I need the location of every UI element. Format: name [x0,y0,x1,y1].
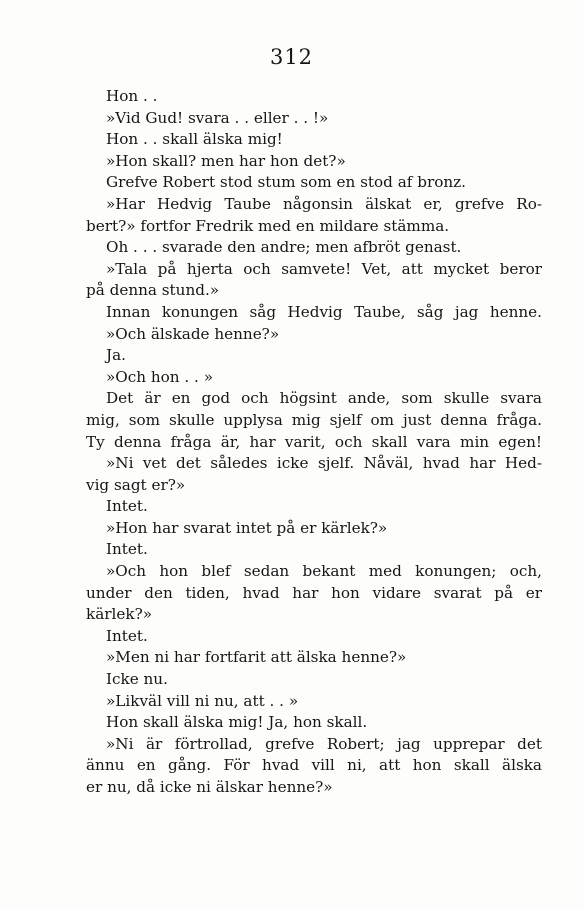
text-line: »Men ni har fortfarit att älska henne?» [106,648,407,667]
text-line: »Och hon . . » [106,367,213,386]
text-line: Intet. [106,497,148,516]
text-line: »Vid Gud! svara . . eller . . !» [106,108,329,127]
text-line: Hon . . [106,87,158,105]
text-line: Intet. [106,540,148,559]
text-line: »Hon skall? men har hon det?» [106,151,346,170]
text-line: vig sagt er?» [86,475,186,494]
body-text [86,86,542,799]
page-number: 312 [269,45,314,69]
text-line: »Likväl vill ni nu, att . . » [106,691,299,710]
text-line: bert?» fortfor Fredrik med en mildare stämma. [86,216,450,235]
text-line: »Och älskade henne?» [106,324,280,343]
text-line: Innan konungen såg Hedvig Taube, såg jag henne. [106,302,542,321]
text-line: Hon . . skall älska mig! [106,130,283,149]
text-line: »Har Hedvig Taube någonsin älskat er, grefve Ro- [106,194,542,213]
text-line: under den tiden, hvad har hon vidare svarat på er [86,583,542,602]
text-line: »Hon har svarat intet på er kärlek?» [106,518,388,537]
text-line: Grefve Robert stod stum som en stod af bronz. [106,173,466,192]
text-line: er nu, då icke ni älskar henne?» [86,778,333,796]
text-line: Ty denna fråga är, har varit, och skall vara min egen! [86,432,542,451]
text-line: Hon skall älska mig! Ja, hon skall. [106,713,368,732]
text-line: Ja. [106,346,126,365]
text-line: Det är en god och högsint ande, som skulle svara [106,389,542,408]
text-line: på denna stund.» [86,281,220,300]
text-line: Icke nu. [106,670,168,689]
text-line: Intet. [106,626,148,645]
text-line: Oh . . . svarade den andre; men afbröt genast. [106,238,462,257]
text-line: »Ni är förtrollad, grefve Robert; jag upprepar det [106,734,542,753]
text-line: kärlek?» [86,605,153,624]
text-line: ännu en gång. För hvad vill ni, att hon skall älska [86,756,542,775]
text-line: »Och hon blef sedan bekant med konungen; och, [106,562,542,581]
text-line: »Tala på hjerta och samvete! Vet, att mycket beror [106,259,542,278]
text-line: »Ni vet det således icke sjelf. Nåväl, hvad har Hed- [106,454,542,473]
text-line: mig, som skulle upplysa mig sjelf om just denna fråga. [86,410,542,429]
